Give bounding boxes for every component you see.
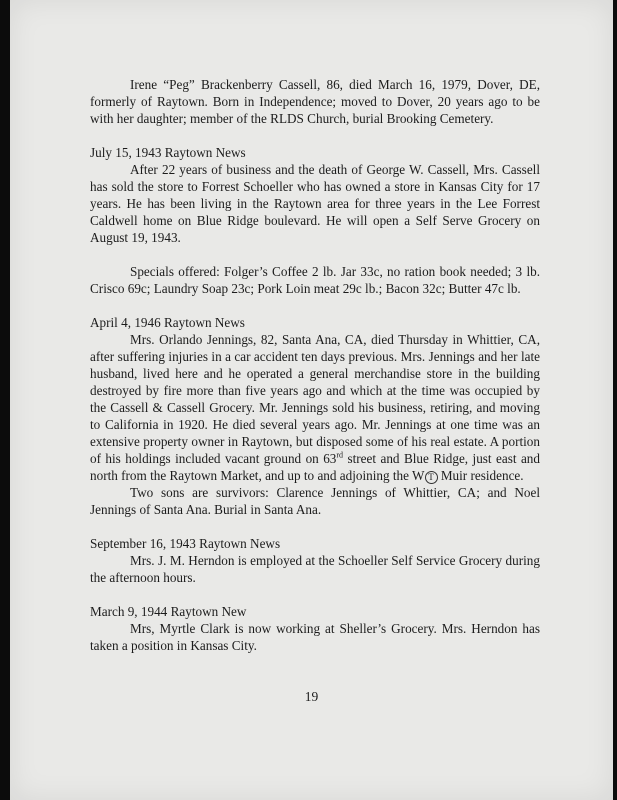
- jennings-text-1: Mrs. Orlando Jennings, 82, Santa Ana, CA, died Thursday in Whittier, CA, after suffering injuries in a car accident ten days previous. Mrs. Jennings and her late husband, lived here and he operated a general merchandise store in the building destroyed by fire more than five years ago and which at the time was occupied by the Cassell & Cassell Grocery. Mr. Jennings sold his business, retiring, and moving to California in 1920. He died several years ago. Mr. Jennings at one time was an extensive property owner in Raytown, but disposed some of his real estate. A portion of his holdings included vacant ground on 63: [90, 332, 540, 466]
- article-survivors: Two sons are survivors: Clarence Jennings of Whittier, CA; and Noel Jennings of Santa Ana. Burial in Santa Ana.: [90, 485, 540, 517]
- article-jennings: [90, 331, 540, 484]
- page-number: 19: [304, 689, 319, 704]
- article-store-sale: After 22 years of business and the death of George W. Cassell, Mrs. Cassell has sold the store to Forrest Schoeller who has owned a store in Kansas City for 17 years. He has been living in the Raytown area for three years in the Lee Forrest Caldwell home on Blue Ridge boulevard. He will open a Self Serve Grocery on August 19, 1943.: [90, 162, 540, 245]
- heading-september-1943: September 16, 1943 Raytown News: [90, 536, 281, 551]
- document-body: [90, 76, 540, 654]
- article-clark: Mrs, Myrtle Clark is now working at Sheller’s Grocery. Mrs. Herndon has taken a position in Kansas City.: [90, 621, 540, 653]
- heading-april-1946: April 4, 1946 Raytown News: [90, 315, 245, 330]
- heading-july-1943: July 15, 1943 Raytown News: [90, 145, 246, 160]
- circled-letter: T: [425, 471, 438, 484]
- obituary-cassell: Irene “Peg” Brackenberry Cassell, 86, died March 16, 1979, Dover, DE, formerly of Raytown. Born in Independence; moved to Dover, 20 years ago to be with her daughter; member of the RLDS Church, burial Brooking Cemetery.: [90, 77, 540, 126]
- jennings-text-2: street and Blue Ridge, just east and north from the Raytown Market, and up to and adjoining the W: [90, 451, 540, 483]
- document-page: [10, 0, 613, 800]
- heading-march-1944: March 9, 1944 Raytown New: [90, 604, 247, 619]
- article-herndon: Mrs. J. M. Herndon is employed at the Schoeller Self Service Grocery during the afternoon hours.: [90, 553, 540, 585]
- jennings-text-3: Muir residence.: [437, 468, 524, 483]
- ordinal-suffix: rd: [336, 450, 344, 460]
- article-specials: Specials offered: Folger’s Coffee 2 lb. Jar 33c, no ration book needed; 3 lb. Crisco 69c; Laundry Soap 23c; Pork Loin meat 29c lb.; Bacon 32c; Butter 47c lb.: [90, 264, 540, 296]
